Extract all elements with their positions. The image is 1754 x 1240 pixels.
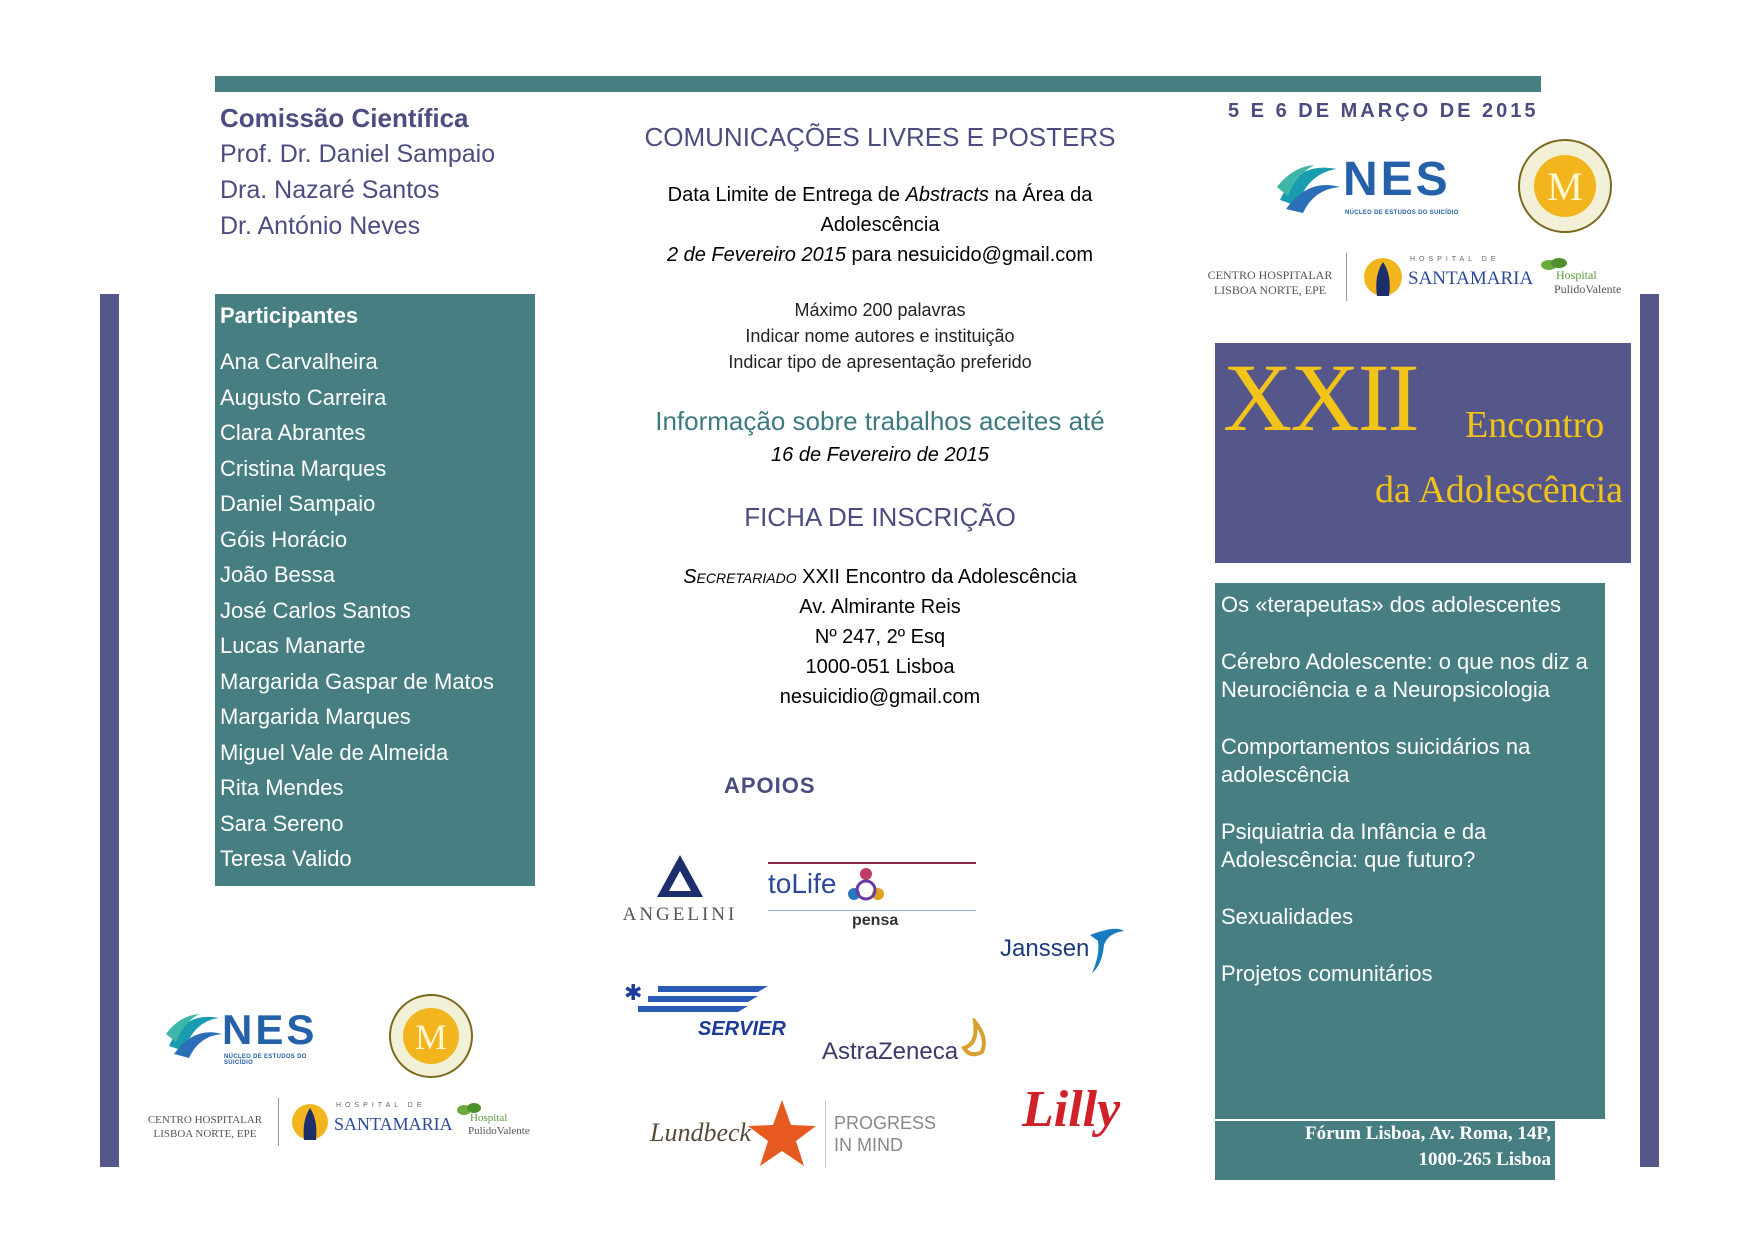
left-purple-bar: [100, 294, 119, 1167]
deadline-line: [620, 240, 1140, 270]
nes-logo-top: [1275, 150, 1465, 220]
hsm-mary-icon: [290, 1100, 330, 1144]
angelini-logo: [620, 853, 740, 933]
hsm-name-b: MARIA: [392, 1114, 453, 1134]
hsm-name: [1408, 268, 1533, 290]
informacao-title: Informação sobre trabalhos aceites até: [655, 406, 1105, 436]
hpv-line1: Hospital: [1556, 268, 1597, 282]
svg-text:M: M: [414, 1017, 448, 1057]
angelini-triangle-icon: [655, 853, 705, 899]
hpv-line2: PulidoValente: [468, 1125, 530, 1137]
lundbeck-divider: [825, 1100, 826, 1168]
venue-box: [1215, 1121, 1555, 1180]
list-item: João Bessa: [220, 562, 335, 587]
abstracts-info: [620, 180, 1140, 270]
participantes-box: [215, 294, 535, 886]
event-number: XXII: [1223, 344, 1418, 451]
top-teal-bar: [215, 76, 1541, 92]
tolife-rule-2: [768, 910, 976, 911]
list-item: Ana Carvalheira: [220, 349, 378, 374]
list-item: Clara Abrantes: [220, 420, 366, 445]
hsm-name-b: MARIA: [1469, 268, 1534, 289]
list-item: Teresa Valido: [220, 846, 352, 871]
list-item: Margarida Gaspar de Matos: [220, 668, 494, 694]
pensa-text: pensa: [852, 912, 899, 929]
ficha-address: [620, 562, 1140, 712]
janssen-text: Janssen: [1000, 935, 1090, 962]
svg-text:✱: ✱: [624, 980, 643, 1005]
tolife-people-icon: [846, 866, 886, 904]
hsm-line1: HOSPITAL DE: [1410, 256, 1500, 263]
topic-item: Sexualidades: [1221, 904, 1354, 929]
abstracts-line2: Adolescência: [820, 214, 940, 236]
abstracts-post: na Área da: [988, 184, 1093, 206]
address-line: Av. Almirante Reis: [799, 596, 961, 618]
hsm-mary-icon: [1362, 254, 1404, 300]
hsm-logo-bottom: [290, 1100, 453, 1150]
comissao-cientifica: [220, 100, 495, 244]
address-email: nesuicidio@gmail.com: [779, 686, 981, 708]
comissao-member: Dra. Nazaré Santos: [220, 176, 440, 204]
abstracts-line1: [620, 180, 1140, 210]
list-item: José Carlos Santos: [220, 597, 411, 623]
nes-swirl-icon: [1275, 156, 1343, 216]
astrazeneca-logo: [822, 1018, 992, 1068]
progress-text: [834, 1112, 936, 1156]
logo-divider: [278, 1098, 279, 1146]
list-item: Miguel Vale de Almeida: [220, 739, 449, 765]
hsm-name-a: SANTA: [1408, 268, 1470, 289]
topic-item: Comportamentos suicidários na adolescência: [1221, 734, 1531, 787]
hsm-logo-top: [1362, 254, 1534, 304]
hsm-name: [334, 1114, 453, 1135]
janssen-swoosh-icon: [1086, 925, 1126, 975]
comissao-member: Prof. Dr. Daniel Sampaio: [220, 140, 496, 168]
hpv-logo-top: [1540, 254, 1630, 300]
topic-item: Cérebro Adolescente: o que nos diz a Neurociência e a Neuropsicologia: [1221, 649, 1588, 702]
starfish-icon: [746, 1098, 818, 1170]
list-item: Góis Horácio: [220, 526, 348, 552]
servier-logo: [618, 980, 790, 1042]
comunicacoes-title: COMUNICAÇÕES LIVRES E POSTERS: [644, 122, 1116, 152]
participantes-title: Participantes: [220, 303, 359, 328]
servier-text: SERVIER: [698, 1018, 786, 1040]
topics-list: [1221, 591, 1601, 1017]
address-line: Nº 247, 2º Esq: [814, 626, 946, 648]
event-title-word1: Encontro: [1465, 404, 1605, 446]
nes-logo-subtitle: NÚCLEO DE ESTUDOS DO SUICÍDIO: [224, 1054, 307, 1066]
informacao-date: 16 de Fevereiro de 2015: [771, 444, 989, 466]
chln-line2: LISBOA NORTE, EPE: [153, 1128, 257, 1140]
topic-item: Psiquiatria da Infância e da Adolescência: que futuro?: [1221, 819, 1487, 872]
nes-logo-subtitle: NÚCLEO DE ESTUDOS DO SUICÍDIO: [1345, 210, 1459, 216]
secretariado-text: XXII Encontro da Adolescência: [796, 566, 1077, 588]
comissao-title: Comissão Científica: [220, 103, 469, 133]
venue-line1: Fórum Lisboa, Av. Roma, 14P,: [1305, 1123, 1551, 1144]
event-date: 5 E 6 DE MARÇO DE 2015: [1228, 100, 1539, 122]
rule-item: Máximo 200 palavras: [794, 300, 966, 320]
deadline-email: para nesuicido@gmail.com: [845, 244, 1094, 266]
lundbeck-text: Lundbeck: [650, 1118, 752, 1147]
comissao-member: Dr. António Neves: [220, 212, 421, 240]
event-title-word2: da Adolescência: [1375, 469, 1623, 511]
lilly-logo: Lilly: [1022, 1081, 1121, 1138]
rule-item: Indicar nome autores e instituição: [745, 326, 1015, 346]
list-item: Daniel Sampaio: [220, 491, 376, 516]
abstracts-pre: Data Limite de Entrega de: [667, 184, 906, 206]
hpv-line2: PulidoValente: [1554, 282, 1622, 296]
chln-logo-bottom: [140, 1113, 270, 1141]
rule-item: Indicar tipo de apresentação preferido: [728, 352, 1032, 372]
tolife-logo: [768, 862, 976, 934]
list-item: Rita Mendes: [220, 775, 344, 800]
hpv-line1: Hospital: [470, 1112, 508, 1124]
nes-logo-bottom: [160, 1000, 335, 1070]
venue-line2: 1000-265 Lisboa: [1418, 1149, 1551, 1170]
svg-text:M: M: [1547, 164, 1583, 209]
progress-line1: PROGRESS: [834, 1113, 937, 1133]
deadline-date: 2 de Fevereiro 2015: [666, 244, 846, 266]
event-title-box: [1215, 343, 1631, 563]
participantes-list: [220, 344, 494, 877]
hsm-name-a: SANTA: [334, 1114, 393, 1134]
tolife-rule: [768, 862, 976, 864]
address-line: 1000-051 Lisboa: [805, 656, 955, 678]
right-purple-bar: [1640, 294, 1659, 1167]
chln-logo-top: [1200, 268, 1340, 298]
topic-item: Os «terapeutas» dos adolescentes: [1221, 592, 1562, 617]
topics-box: [1215, 583, 1605, 1119]
abstract-rules: [620, 297, 1140, 375]
chln-line1: CENTRO HOSPITALAR: [147, 1114, 263, 1126]
nes-swirl-icon: [164, 1006, 224, 1061]
apoios-title: APOIOS: [724, 773, 816, 798]
chln-line2: LISBOA NORTE, EPE: [1213, 283, 1327, 297]
lundbeck-logo: [650, 1098, 940, 1170]
ficha-title: FICHA DE INSCRIÇÃO: [744, 502, 1016, 532]
secretariado-label: Secretariado: [683, 566, 797, 588]
astrazeneca-text: AstraZeneca: [822, 1038, 959, 1065]
list-item: Cristina Marques: [220, 455, 387, 481]
list-item: Margarida Marques: [220, 704, 411, 729]
astrazeneca-swirl-icon: [958, 1018, 992, 1062]
nes-logo-text: NES: [222, 1006, 318, 1053]
list-item: Augusto Carreira: [220, 384, 387, 410]
logo-divider: [1346, 253, 1347, 301]
list-item: Sara Sereno: [220, 810, 344, 836]
chln-line1: CENTRO HOSPITALAR: [1207, 268, 1333, 282]
progress-line2: IN MIND: [834, 1135, 903, 1155]
fmul-seal-icon-bottom: [386, 993, 476, 1084]
angelini-text: ANGELINI: [622, 904, 738, 925]
secretariado-line: [620, 562, 1140, 592]
nes-logo-text: NES: [1343, 153, 1451, 206]
servier-stripes-icon: [618, 980, 788, 1022]
abstracts-em: Abstracts: [905, 184, 989, 206]
fmul-seal-icon-top: [1515, 138, 1615, 239]
hpv-logo-bottom: [456, 1100, 546, 1144]
list-item: Lucas Manarte: [220, 633, 366, 658]
topic-item: Projetos comunitários: [1221, 961, 1433, 986]
tolife-text: toLife: [768, 868, 837, 899]
janssen-logo: [1000, 925, 1130, 980]
hsm-line1: HOSPITAL DE: [336, 1102, 426, 1109]
